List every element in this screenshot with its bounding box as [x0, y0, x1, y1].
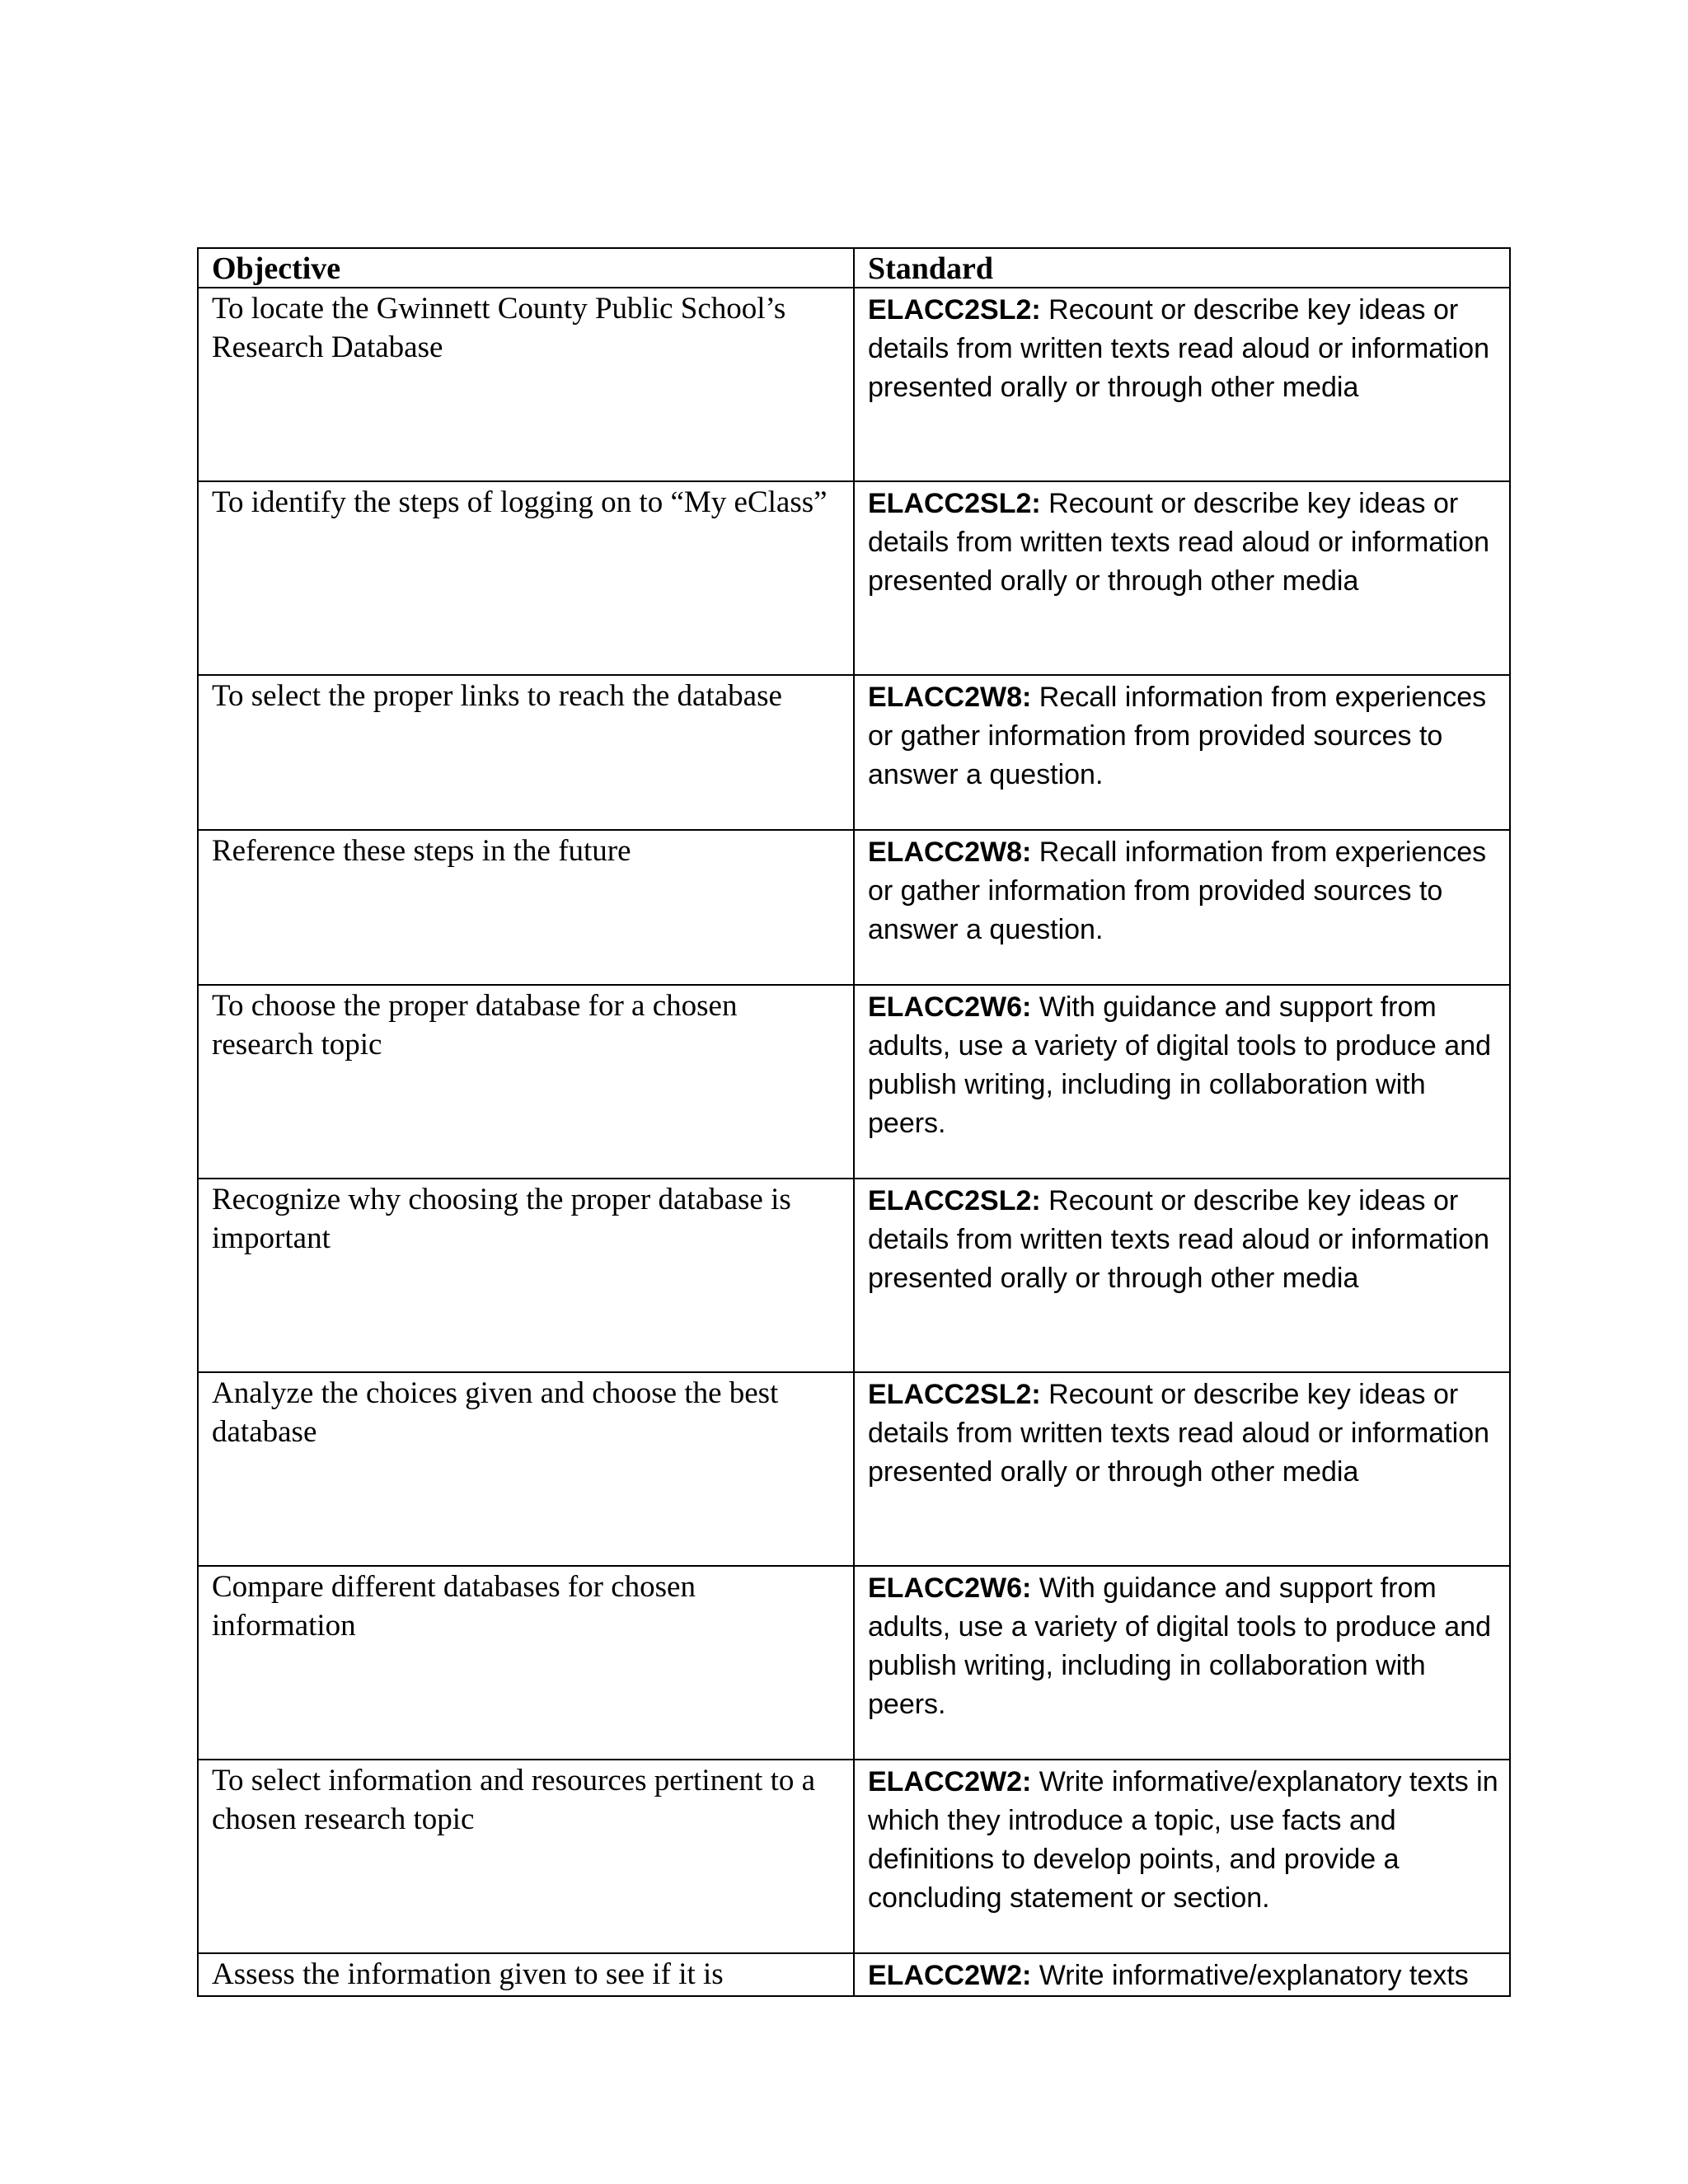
table-header-row [198, 248, 1510, 288]
standard-code: ELACC2W8: [868, 837, 1032, 868]
table-row [198, 675, 1510, 830]
table-row [198, 830, 1510, 985]
standard-cell [854, 1760, 1510, 1953]
standard-code: ELACC2W6: [868, 1572, 1032, 1604]
standard-cell [854, 830, 1510, 985]
standard-cell [854, 1179, 1510, 1372]
standard-cell [854, 481, 1510, 675]
objectives-standards-table [197, 247, 1511, 1997]
standard-text: With guidance and support from adults, use a variety of digital tools to produce and publish writing, including in collaboration with peers. [868, 991, 1492, 1139]
standard-code: ELACC2SL2: [868, 488, 1041, 519]
objective-cell: To identify the steps of logging on to “My eClass” [198, 481, 854, 675]
objective-cell: To locate the Gwinnett County Public School’s Research Database [198, 288, 854, 481]
table-row [198, 1953, 1510, 1996]
standard-code: ELACC2W2: [868, 1766, 1032, 1797]
objective-cell: Compare different databases for chosen information [198, 1566, 854, 1760]
table-row [198, 1179, 1510, 1372]
table-row [198, 288, 1510, 481]
objective-cell: Assess the information given to see if it is [198, 1953, 854, 1996]
standard-cell [854, 985, 1510, 1179]
standard-cell [854, 1372, 1510, 1566]
standard-text: Recount or describe key ideas or details from written texts read aloud or information presented orally or through other media [868, 488, 1490, 597]
standard-code: ELACC2W2: [868, 1960, 1032, 1991]
objective-column-header: Objective [198, 248, 854, 288]
standard-code: ELACC2SL2: [868, 1185, 1041, 1216]
table-row [198, 1372, 1510, 1566]
objective-cell: Recognize why choosing the proper database is important [198, 1179, 854, 1372]
table-row [198, 1760, 1510, 1953]
standard-text: Recount or describe key ideas or details from written texts read aloud or information presented orally or through other media [868, 1379, 1490, 1488]
standard-cell [854, 675, 1510, 830]
standard-cell [854, 288, 1510, 481]
standard-text: Write informative/explanatory texts in which they introduce a topic, use facts and definitions to develop points, and provide a concluding statement or section. [868, 1766, 1498, 1914]
standard-text: Write informative/explanatory texts [1031, 1960, 1469, 1991]
standard-text: Recount or describe key ideas or details from written texts read aloud or information presented orally or through other media [868, 1185, 1490, 1294]
standard-code: ELACC2SL2: [868, 1379, 1041, 1410]
objective-cell: To select the proper links to reach the database [198, 675, 854, 830]
objective-cell: Reference these steps in the future [198, 830, 854, 985]
standard-text: Recount or describe key ideas or details from written texts read aloud or information presented orally or through other media [868, 294, 1490, 403]
standard-code: ELACC2SL2: [868, 294, 1041, 326]
standard-code: ELACC2W8: [868, 682, 1032, 713]
table-row [198, 481, 1510, 675]
objective-cell: To choose the proper database for a chosen research topic [198, 985, 854, 1179]
standard-cell [854, 1566, 1510, 1760]
objective-cell: To select information and resources pertinent to a chosen research topic [198, 1760, 854, 1953]
table-row [198, 1566, 1510, 1760]
standard-cell [854, 1953, 1510, 1996]
objective-cell: Analyze the choices given and choose the best database [198, 1372, 854, 1566]
standard-column-header: Standard [854, 248, 1510, 288]
table-row [198, 985, 1510, 1179]
standard-text: Recall information from experiences or gather information from provided sources to answer a question. [868, 682, 1487, 790]
standard-text: Recall information from experiences or gather information from provided sources to answer a question. [868, 837, 1487, 945]
standard-text: With guidance and support from adults, use a variety of digital tools to produce and publish writing, including in collaboration with peers. [868, 1572, 1492, 1720]
standard-code: ELACC2W6: [868, 991, 1032, 1023]
